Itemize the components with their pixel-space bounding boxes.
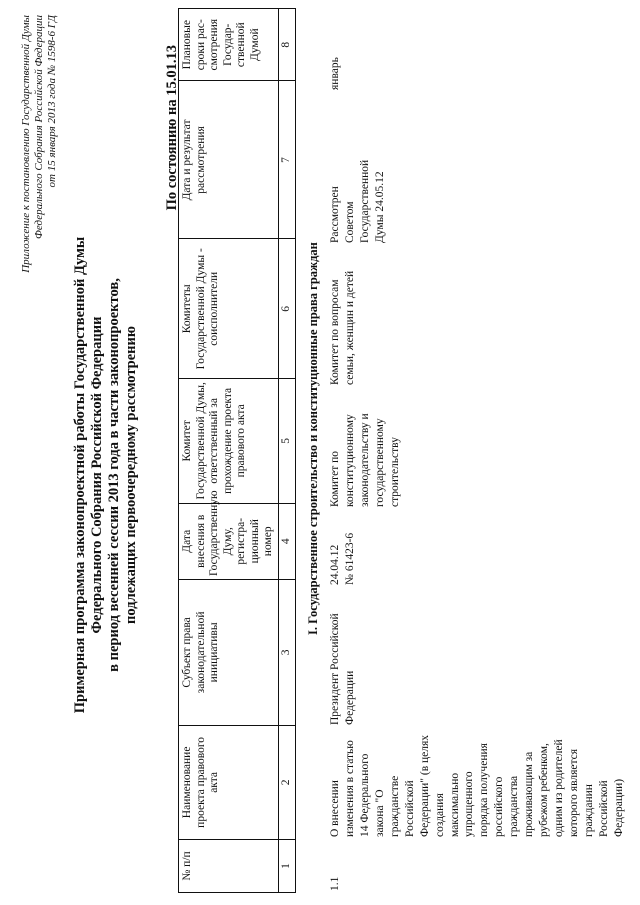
header-name: Наименование проекта правового акта: [179, 725, 279, 839]
column-number: 2: [278, 725, 295, 839]
header-result: Дата и результат рассмотрения: [179, 81, 279, 239]
row-submission-date: 24.04.12: [329, 544, 341, 585]
title-line: в период весенней сессии 2013 года в части законопроектов,: [106, 278, 123, 672]
header-subject: Субъект права законодательной инициативы: [179, 580, 279, 726]
row-submission: [328, 509, 358, 585]
column-number: 4: [278, 503, 295, 579]
row-responsible-committee: Комитет по конституционному законодательству и государственному строительству: [329, 413, 401, 507]
header-date: Дата внесения в Государственную Думу, регистра-ционный номер: [179, 503, 279, 579]
column-number-row: [278, 9, 295, 893]
title-line: подлежащих первоочередному рассмотрению: [123, 326, 140, 624]
appendix-line: от 15 января 2013 года № 1598-6 ГД: [46, 15, 59, 188]
header-planned: Плановые сроки рас-смотрения Государ-ственной Думой: [179, 9, 279, 81]
column-number: 5: [278, 379, 295, 503]
row-initiative-subject: Президент Российской Федерации: [329, 613, 356, 725]
program-table: [178, 8, 296, 893]
appendix-note: [20, 15, 60, 375]
column-number: 1: [278, 839, 295, 892]
row-registration-number: № 61423-6: [343, 532, 356, 585]
title-line: Примерная программа законопроектной работы Государственной Думы: [72, 236, 88, 714]
header-committee: Комитет Государственной Думы, ответственный за прохождение проекта правового акта: [179, 379, 279, 503]
row-number: 1.1: [329, 876, 341, 891]
column-number: 6: [278, 239, 295, 379]
table-header-row: [179, 9, 279, 893]
row-co-committees: Комитет по вопросам семьи, женщин и детей: [329, 270, 356, 385]
row-planned-date: январь: [329, 57, 341, 90]
column-number: 7: [278, 81, 295, 239]
document-title: [72, 195, 140, 755]
row-project-name: О внесении изменения в статью 14 Федерального закона "О гражданстве Российской Федерации" (в целях создания максимально упрощенного порядка получения российского гражданства проживающим за рубежом ребенком, одним из родителей которого является гражданин Российской Федерации): [329, 734, 625, 837]
header-co-committees: Комитеты Государственной Думы - соисполнители: [179, 239, 279, 379]
header-num: № п/п: [179, 839, 279, 892]
title-line: Федерального Собрания Российской Федерации: [89, 316, 106, 634]
appendix-line: Приложение к постановлению Государственной Думы: [20, 15, 32, 273]
column-number: 3: [278, 580, 295, 726]
column-number: 8: [278, 9, 295, 81]
row-result: Рассмотрен Советом Государственной Думы 24.05.12: [329, 159, 386, 243]
appendix-line: Федерального Собрания Российской Федерации: [33, 15, 46, 239]
section-title: I. Государственное строительство и конституционные права граждан: [306, 242, 320, 635]
as-of-date: По состоянию на 15.01.13: [164, 45, 180, 211]
